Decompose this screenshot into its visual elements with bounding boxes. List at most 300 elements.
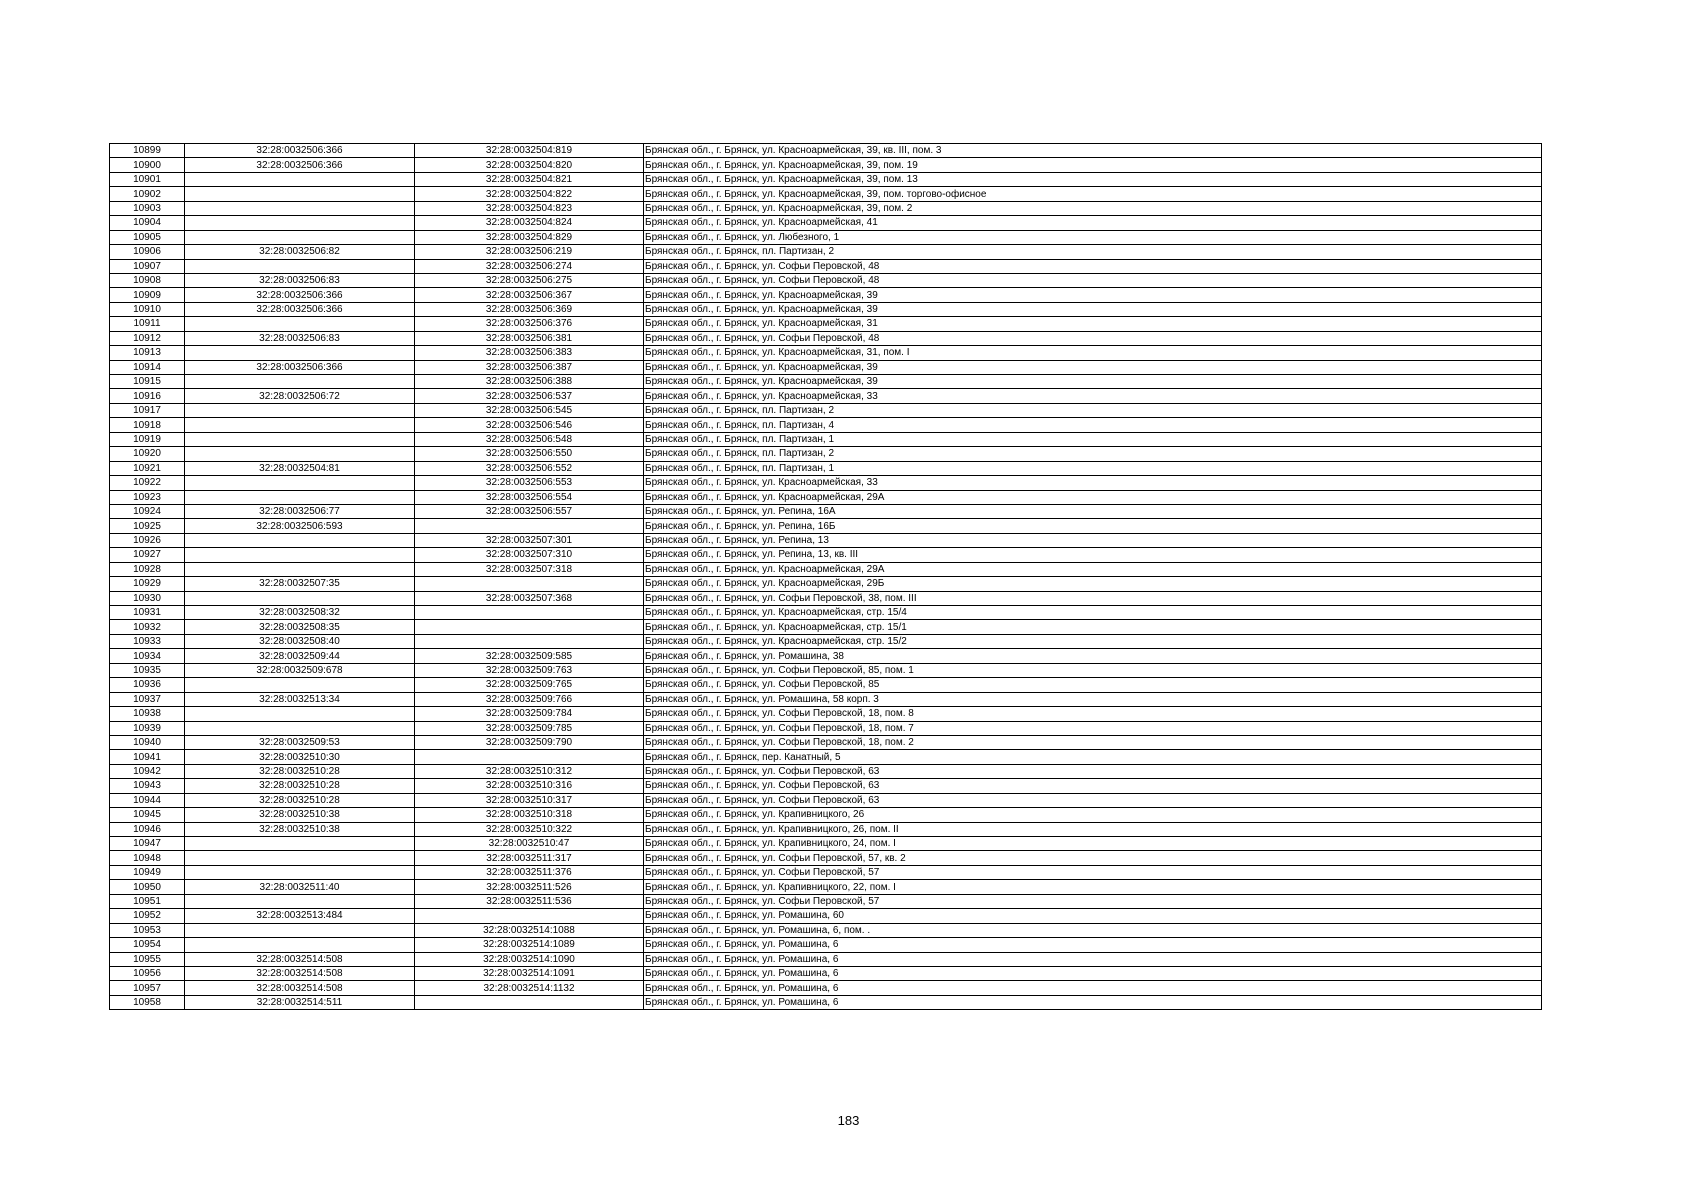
table-row [110, 793, 1542, 807]
parcel-number-cell [185, 721, 415, 735]
object-number-cell: 32:28:0032514:1132 [415, 981, 644, 995]
object-number-cell: 32:28:0032510:316 [415, 779, 644, 793]
parcel-number-cell [185, 216, 415, 230]
address-cell: Брянская обл., г. Брянск, ул. Красноармейская, стр. 15/4 [644, 606, 1542, 620]
row-number-cell: 10921 [110, 461, 185, 475]
parcel-number-cell: 32:28:0032509:44 [185, 649, 415, 663]
object-number-cell: 32:28:0032510:317 [415, 793, 644, 807]
parcel-number-cell: 32:28:0032513:484 [185, 909, 415, 923]
row-number-cell: 10952 [110, 909, 185, 923]
parcel-number-cell [185, 432, 415, 446]
row-number-cell: 10954 [110, 938, 185, 952]
address-cell: Брянская обл., г. Брянск, ул. Красноармейская, стр. 15/1 [644, 620, 1542, 634]
address-cell: Брянская обл., г. Брянск, ул. Крапивницкого, 22, пом. I [644, 880, 1542, 894]
table-row [110, 158, 1542, 172]
row-number-cell: 10911 [110, 317, 185, 331]
address-cell: Брянская обл., г. Брянск, ул. Софьи Перовской, 48 [644, 259, 1542, 273]
object-number-cell: 32:28:0032510:47 [415, 837, 644, 851]
table-row [110, 707, 1542, 721]
parcel-number-cell: 32:28:0032506:83 [185, 273, 415, 287]
object-number-cell: 32:28:0032506:546 [415, 418, 644, 432]
table-row [110, 519, 1542, 533]
object-number-cell: 32:28:0032506:274 [415, 259, 644, 273]
row-number-cell: 10948 [110, 851, 185, 865]
address-cell: Брянская обл., г. Брянск, ул. Красноармейская, 33 [644, 476, 1542, 490]
table-row [110, 577, 1542, 591]
row-number-cell: 10949 [110, 865, 185, 879]
table-row [110, 490, 1542, 504]
address-cell: Брянская обл., г. Брянск, пл. Партизан, 2 [644, 447, 1542, 461]
address-cell: Брянская обл., г. Брянск, ул. Красноармейская, 39, пом. торгово-офисное [644, 187, 1542, 201]
address-cell: Брянская обл., г. Брянск, ул. Репина, 13 [644, 533, 1542, 547]
parcel-number-cell [185, 418, 415, 432]
object-number-cell [415, 606, 644, 620]
table-row [110, 201, 1542, 215]
object-number-cell [415, 909, 644, 923]
row-number-cell: 10933 [110, 634, 185, 648]
address-cell: Брянская обл., г. Брянск, ул. Ромашина, 38 [644, 649, 1542, 663]
table-row [110, 678, 1542, 692]
row-number-cell: 10953 [110, 923, 185, 937]
row-number-cell: 10900 [110, 158, 185, 172]
row-number-cell: 10937 [110, 692, 185, 706]
address-cell: Брянская обл., г. Брянск, ул. Красноармейская, 39, пом. 13 [644, 172, 1542, 186]
table-row [110, 923, 1542, 937]
row-number-cell: 10920 [110, 447, 185, 461]
object-number-cell: 32:28:0032506:548 [415, 432, 644, 446]
address-cell: Брянская обл., г. Брянск, ул. Красноармейская, 29А [644, 562, 1542, 576]
parcel-number-cell: 32:28:0032506:366 [185, 288, 415, 302]
object-number-cell: 32:28:0032506:388 [415, 375, 644, 389]
row-number-cell: 10918 [110, 418, 185, 432]
address-cell: Брянская обл., г. Брянск, ул. Крапивницкого, 26 [644, 808, 1542, 822]
address-cell: Брянская обл., г. Брянск, ул. Софьи Перовской, 48 [644, 273, 1542, 287]
address-cell: Брянская обл., г. Брянск, ул. Софьи Перовской, 85 [644, 678, 1542, 692]
table-row [110, 779, 1542, 793]
address-cell: Брянская обл., г. Брянск, ул. Софьи Перовской, 18, пом. 7 [644, 721, 1542, 735]
table-row [110, 865, 1542, 879]
table-row [110, 548, 1542, 562]
row-number-cell: 10940 [110, 735, 185, 749]
table-row [110, 288, 1542, 302]
address-cell: Брянская обл., г. Брянск, ул. Ромашина, 58 корп. 3 [644, 692, 1542, 706]
parcel-number-cell [185, 172, 415, 186]
table-row [110, 562, 1542, 576]
object-number-cell: 32:28:0032506:369 [415, 302, 644, 316]
object-number-cell: 32:28:0032511:536 [415, 894, 644, 908]
address-cell: Брянская обл., г. Брянск, ул. Софьи Перовской, 63 [644, 764, 1542, 778]
parcel-number-cell [185, 678, 415, 692]
address-cell: Брянская обл., г. Брянск, ул. Красноармейская, 39 [644, 360, 1542, 374]
address-cell: Брянская обл., г. Брянск, ул. Крапивницкого, 26, пом. II [644, 822, 1542, 836]
object-number-cell [415, 750, 644, 764]
table-row [110, 822, 1542, 836]
table-row [110, 938, 1542, 952]
row-number-cell: 10951 [110, 894, 185, 908]
object-number-cell: 32:28:0032506:387 [415, 360, 644, 374]
table-row [110, 187, 1542, 201]
object-number-cell: 32:28:0032504:820 [415, 158, 644, 172]
table-row [110, 360, 1542, 374]
table-row [110, 634, 1542, 648]
parcel-number-cell: 32:28:0032510:30 [185, 750, 415, 764]
row-number-cell: 10902 [110, 187, 185, 201]
address-cell: Брянская обл., г. Брянск, ул. Красноармейская, 31 [644, 317, 1542, 331]
address-cell: Брянская обл., г. Брянск, ул. Красноармейская, 41 [644, 216, 1542, 230]
address-cell: Брянская обл., г. Брянск, ул. Ромашина, 6 [644, 995, 1542, 1009]
table-row [110, 403, 1542, 417]
table-row [110, 721, 1542, 735]
parcel-number-cell [185, 591, 415, 605]
object-number-cell: 32:28:0032506:275 [415, 273, 644, 287]
row-number-cell: 10946 [110, 822, 185, 836]
parcel-number-cell [185, 707, 415, 721]
row-number-cell: 10924 [110, 504, 185, 518]
table-row [110, 461, 1542, 475]
object-number-cell: 32:28:0032507:368 [415, 591, 644, 605]
address-cell: Брянская обл., г. Брянск, ул. Красноармейская, стр. 15/2 [644, 634, 1542, 648]
parcel-number-cell: 32:28:0032504:81 [185, 461, 415, 475]
object-number-cell: 32:28:0032506:554 [415, 490, 644, 504]
parcel-number-cell [185, 548, 415, 562]
object-number-cell: 32:28:0032504:819 [415, 144, 644, 158]
address-cell: Брянская обл., г. Брянск, ул. Любезного, 1 [644, 230, 1542, 244]
table-row [110, 851, 1542, 865]
parcel-number-cell: 32:28:0032506:366 [185, 158, 415, 172]
row-number-cell: 10903 [110, 201, 185, 215]
table-row [110, 230, 1542, 244]
parcel-number-cell: 32:28:0032510:28 [185, 764, 415, 778]
table-row [110, 981, 1542, 995]
object-number-cell: 32:28:0032504:821 [415, 172, 644, 186]
address-cell: Брянская обл., г. Брянск, ул. Софьи Перовской, 57 [644, 894, 1542, 908]
table-row [110, 476, 1542, 490]
parcel-number-cell: 32:28:0032508:35 [185, 620, 415, 634]
object-number-cell: 32:28:0032510:312 [415, 764, 644, 778]
parcel-number-cell: 32:28:0032506:83 [185, 331, 415, 345]
address-cell: Брянская обл., г. Брянск, ул. Красноармейская, 39 [644, 375, 1542, 389]
address-cell: Брянская обл., г. Брянск, ул. Софьи Перовской, 63 [644, 779, 1542, 793]
row-number-cell: 10956 [110, 966, 185, 980]
table-row [110, 389, 1542, 403]
object-number-cell [415, 620, 644, 634]
page-number: 183 [837, 1113, 860, 1128]
table-row [110, 216, 1542, 230]
table-row [110, 966, 1542, 980]
table-row [110, 317, 1542, 331]
object-number-cell [415, 995, 644, 1009]
row-number-cell: 10958 [110, 995, 185, 1009]
table-row [110, 144, 1542, 158]
parcel-number-cell: 32:28:0032506:82 [185, 245, 415, 259]
address-cell: Брянская обл., г. Брянск, ул. Софьи Перовской, 85, пом. 1 [644, 663, 1542, 677]
table-row [110, 447, 1542, 461]
row-number-cell: 10917 [110, 403, 185, 417]
object-number-cell: 32:28:0032507:310 [415, 548, 644, 562]
address-cell: Брянская обл., г. Брянск, ул. Ромашина, 6 [644, 952, 1542, 966]
parcel-number-cell [185, 201, 415, 215]
parcel-number-cell [185, 533, 415, 547]
parcel-number-cell [185, 187, 415, 201]
table-row [110, 606, 1542, 620]
cadastral-table-body [110, 144, 1542, 1010]
address-cell: Брянская обл., г. Брянск, ул. Красноармейская, 31, пом. I [644, 346, 1542, 360]
table-row [110, 346, 1542, 360]
parcel-number-cell [185, 230, 415, 244]
parcel-number-cell [185, 476, 415, 490]
object-number-cell: 32:28:0032506:219 [415, 245, 644, 259]
parcel-number-cell: 32:28:0032506:366 [185, 302, 415, 316]
row-number-cell: 10899 [110, 144, 185, 158]
address-cell: Брянская обл., г. Брянск, пл. Партизан, 2 [644, 403, 1542, 417]
table-row [110, 692, 1542, 706]
parcel-number-cell [185, 923, 415, 937]
row-number-cell: 10930 [110, 591, 185, 605]
address-cell: Брянская обл., г. Брянск, ул. Красноармейская, 33 [644, 389, 1542, 403]
object-number-cell: 32:28:0032511:317 [415, 851, 644, 865]
parcel-number-cell [185, 447, 415, 461]
row-number-cell: 10913 [110, 346, 185, 360]
address-cell: Брянская обл., г. Брянск, ул. Софьи Перовской, 63 [644, 793, 1542, 807]
parcel-number-cell [185, 894, 415, 908]
table-row [110, 894, 1542, 908]
parcel-number-cell: 32:28:0032510:28 [185, 779, 415, 793]
row-number-cell: 10915 [110, 375, 185, 389]
row-number-cell: 10932 [110, 620, 185, 634]
address-cell: Брянская обл., г. Брянск, пл. Партизан, 2 [644, 245, 1542, 259]
row-number-cell: 10919 [110, 432, 185, 446]
object-number-cell [415, 634, 644, 648]
object-number-cell: 32:28:0032509:765 [415, 678, 644, 692]
object-number-cell: 32:28:0032509:784 [415, 707, 644, 721]
table-row [110, 259, 1542, 273]
parcel-number-cell: 32:28:0032509:53 [185, 735, 415, 749]
object-number-cell: 32:28:0032511:526 [415, 880, 644, 894]
row-number-cell: 10938 [110, 707, 185, 721]
table-row [110, 837, 1542, 851]
object-number-cell: 32:28:0032506:550 [415, 447, 644, 461]
table-row [110, 533, 1542, 547]
address-cell: Брянская обл., г. Брянск, ул. Софьи Перовской, 57, кв. 2 [644, 851, 1542, 865]
address-cell: Брянская обл., г. Брянск, пл. Партизан, 1 [644, 432, 1542, 446]
address-cell: Брянская обл., г. Брянск, ул. Ромашина, 6, пом. . [644, 923, 1542, 937]
row-number-cell: 10905 [110, 230, 185, 244]
row-number-cell: 10914 [110, 360, 185, 374]
object-number-cell: 32:28:0032506:545 [415, 403, 644, 417]
table-row [110, 909, 1542, 923]
object-number-cell: 32:28:0032514:1090 [415, 952, 644, 966]
object-number-cell: 32:28:0032506:381 [415, 331, 644, 345]
table-row [110, 735, 1542, 749]
table-row [110, 418, 1542, 432]
address-cell: Брянская обл., г. Брянск, ул. Репина, 13, кв. III [644, 548, 1542, 562]
address-cell: Брянская обл., г. Брянск, ул. Красноармейская, 39, кв. III, пом. 3 [644, 144, 1542, 158]
object-number-cell: 32:28:0032506:367 [415, 288, 644, 302]
parcel-number-cell [185, 375, 415, 389]
row-number-cell: 10908 [110, 273, 185, 287]
object-number-cell: 32:28:0032506:553 [415, 476, 644, 490]
parcel-number-cell: 32:28:0032508:40 [185, 634, 415, 648]
object-number-cell: 32:28:0032510:318 [415, 808, 644, 822]
parcel-number-cell [185, 851, 415, 865]
parcel-number-cell: 32:28:0032506:366 [185, 360, 415, 374]
object-number-cell: 32:28:0032506:537 [415, 389, 644, 403]
row-number-cell: 10947 [110, 837, 185, 851]
object-number-cell: 32:28:0032507:318 [415, 562, 644, 576]
object-number-cell [415, 577, 644, 591]
table-row [110, 663, 1542, 677]
object-number-cell: 32:28:0032514:1089 [415, 938, 644, 952]
row-number-cell: 10941 [110, 750, 185, 764]
parcel-number-cell: 32:28:0032514:508 [185, 952, 415, 966]
address-cell: Брянская обл., г. Брянск, ул. Ромашина, 6 [644, 966, 1542, 980]
parcel-number-cell [185, 938, 415, 952]
parcel-number-cell: 32:28:0032511:40 [185, 880, 415, 894]
object-number-cell: 32:28:0032506:557 [415, 504, 644, 518]
row-number-cell: 10904 [110, 216, 185, 230]
table-row [110, 764, 1542, 778]
parcel-number-cell: 32:28:0032509:678 [185, 663, 415, 677]
object-number-cell: 32:28:0032514:1088 [415, 923, 644, 937]
row-number-cell: 10943 [110, 779, 185, 793]
table-row [110, 952, 1542, 966]
row-number-cell: 10907 [110, 259, 185, 273]
parcel-number-cell [185, 346, 415, 360]
table-row [110, 375, 1542, 389]
row-number-cell: 10942 [110, 764, 185, 778]
parcel-number-cell [185, 490, 415, 504]
table-row [110, 591, 1542, 605]
object-number-cell [415, 519, 644, 533]
row-number-cell: 10923 [110, 490, 185, 504]
row-number-cell: 10950 [110, 880, 185, 894]
object-number-cell: 32:28:0032506:383 [415, 346, 644, 360]
cadastral-table [109, 143, 1542, 1010]
address-cell: Брянская обл., г. Брянск, ул. Красноармейская, 39, пом. 2 [644, 201, 1542, 215]
parcel-number-cell: 32:28:0032506:366 [185, 144, 415, 158]
parcel-number-cell [185, 259, 415, 273]
table-row [110, 808, 1542, 822]
object-number-cell: 32:28:0032509:785 [415, 721, 644, 735]
row-number-cell: 10955 [110, 952, 185, 966]
parcel-number-cell [185, 837, 415, 851]
address-cell: Брянская обл., г. Брянск, ул. Репина, 16Б [644, 519, 1542, 533]
parcel-number-cell: 32:28:0032510:28 [185, 793, 415, 807]
address-cell: Брянская обл., г. Брянск, ул. Софьи Перовской, 38, пом. III [644, 591, 1542, 605]
row-number-cell: 10922 [110, 476, 185, 490]
row-number-cell: 10912 [110, 331, 185, 345]
address-cell: Брянская обл., г. Брянск, ул. Красноармейская, 39, пом. 19 [644, 158, 1542, 172]
object-number-cell: 32:28:0032509:585 [415, 649, 644, 663]
address-cell: Брянская обл., г. Брянск, ул. Ромашина, 60 [644, 909, 1542, 923]
table-row [110, 331, 1542, 345]
row-number-cell: 10957 [110, 981, 185, 995]
object-number-cell: 32:28:0032510:322 [415, 822, 644, 836]
address-cell: Брянская обл., г. Брянск, ул. Красноармейская, 39 [644, 302, 1542, 316]
address-cell: Брянская обл., г. Брянск, ул. Красноармейская, 29А [644, 490, 1542, 504]
object-number-cell: 32:28:0032509:766 [415, 692, 644, 706]
table-row [110, 750, 1542, 764]
address-cell: Брянская обл., г. Брянск, ул. Софьи Перовской, 18, пом. 8 [644, 707, 1542, 721]
row-number-cell: 10906 [110, 245, 185, 259]
row-number-cell: 10931 [110, 606, 185, 620]
parcel-number-cell: 32:28:0032506:77 [185, 504, 415, 518]
row-number-cell: 10944 [110, 793, 185, 807]
object-number-cell: 32:28:0032509:790 [415, 735, 644, 749]
parcel-number-cell [185, 403, 415, 417]
row-number-cell: 10936 [110, 678, 185, 692]
row-number-cell: 10939 [110, 721, 185, 735]
parcel-number-cell: 32:28:0032508:32 [185, 606, 415, 620]
parcel-number-cell [185, 562, 415, 576]
object-number-cell: 32:28:0032504:823 [415, 201, 644, 215]
address-cell: Брянская обл., г. Брянск, ул. Красноармейская, 39 [644, 288, 1542, 302]
table-row [110, 273, 1542, 287]
address-cell: Брянская обл., г. Брянск, пл. Партизан, 4 [644, 418, 1542, 432]
parcel-number-cell: 32:28:0032507:35 [185, 577, 415, 591]
row-number-cell: 10929 [110, 577, 185, 591]
row-number-cell: 10935 [110, 663, 185, 677]
row-number-cell: 10927 [110, 548, 185, 562]
address-cell: Брянская обл., г. Брянск, ул. Крапивницкого, 24, пом. I [644, 837, 1542, 851]
table-row [110, 995, 1542, 1009]
object-number-cell: 32:28:0032506:376 [415, 317, 644, 331]
address-cell: Брянская обл., г. Брянск, ул. Ромашина, 6 [644, 981, 1542, 995]
row-number-cell: 10934 [110, 649, 185, 663]
row-number-cell: 10925 [110, 519, 185, 533]
object-number-cell: 32:28:0032509:763 [415, 663, 644, 677]
table-row [110, 649, 1542, 663]
parcel-number-cell [185, 317, 415, 331]
table-row [110, 302, 1542, 316]
object-number-cell: 32:28:0032507:301 [415, 533, 644, 547]
object-number-cell: 32:28:0032511:376 [415, 865, 644, 879]
table-row [110, 432, 1542, 446]
parcel-number-cell: 32:28:0032514:511 [185, 995, 415, 1009]
row-number-cell: 10945 [110, 808, 185, 822]
parcel-number-cell: 32:28:0032506:72 [185, 389, 415, 403]
row-number-cell: 10928 [110, 562, 185, 576]
parcel-number-cell: 32:28:0032514:508 [185, 966, 415, 980]
row-number-cell: 10926 [110, 533, 185, 547]
parcel-number-cell: 32:28:0032510:38 [185, 822, 415, 836]
parcel-number-cell: 32:28:0032510:38 [185, 808, 415, 822]
object-number-cell: 32:28:0032504:829 [415, 230, 644, 244]
table-row [110, 880, 1542, 894]
parcel-number-cell: 32:28:0032506:593 [185, 519, 415, 533]
object-number-cell: 32:28:0032504:822 [415, 187, 644, 201]
address-cell: Брянская обл., г. Брянск, ул. Красноармейская, 29Б [644, 577, 1542, 591]
address-cell: Брянская обл., г. Брянск, пер. Канатный, 5 [644, 750, 1542, 764]
address-cell: Брянская обл., г. Брянск, ул. Софьи Перовской, 48 [644, 331, 1542, 345]
parcel-number-cell: 32:28:0032513:34 [185, 692, 415, 706]
row-number-cell: 10909 [110, 288, 185, 302]
table-row [110, 245, 1542, 259]
address-cell: Брянская обл., г. Брянск, ул. Репина, 16А [644, 504, 1542, 518]
object-number-cell: 32:28:0032506:552 [415, 461, 644, 475]
table-row [110, 620, 1542, 634]
object-number-cell: 32:28:0032514:1091 [415, 966, 644, 980]
table-row [110, 504, 1542, 518]
row-number-cell: 10901 [110, 172, 185, 186]
object-number-cell: 32:28:0032504:824 [415, 216, 644, 230]
row-number-cell: 10916 [110, 389, 185, 403]
address-cell: Брянская обл., г. Брянск, ул. Софьи Перовской, 57 [644, 865, 1542, 879]
row-number-cell: 10910 [110, 302, 185, 316]
address-cell: Брянская обл., г. Брянск, пл. Партизан, 1 [644, 461, 1542, 475]
table-row [110, 172, 1542, 186]
parcel-number-cell [185, 865, 415, 879]
